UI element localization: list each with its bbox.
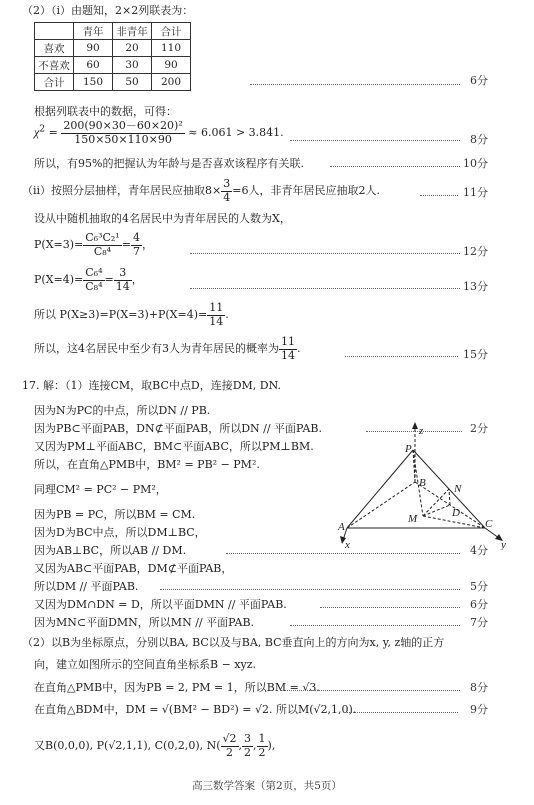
final-line: 所以，这4名居民中至少有3人为青年居民的概率为 $\frac{11}{14}$ . <box>34 335 301 362</box>
frac-num: 3 <box>114 267 132 281</box>
frac-den: 2 <box>258 745 266 759</box>
pyramid-figure <box>335 420 510 550</box>
p-x4: P(X=4)= $\frac{\text{C₆⁴}}{\text{C₈⁴}}$ = $\frac{3}{14}$ ， <box>34 266 143 293</box>
conclusion-95: 所以，有95%的把握认为年龄与是否喜欢该程序有关联. <box>34 157 304 170</box>
table-cell: 不喜欢 <box>35 57 74 74</box>
label-N: N <box>454 483 462 495</box>
segment-DN <box>449 489 450 505</box>
proof-line-11: 又因为DM∩DN = D，所以平面DMN // 平面PAB. <box>34 598 287 611</box>
frac-num: 4 <box>132 231 140 244</box>
part2-coords: 又B(0,0,0), P(√2,1,1), C(0,2,0), N( $\frac{√2}{2}$ , $\frac{3}{2}$ , $\frac{1}{2}$ ), <box>34 732 276 759</box>
eq-sign: = <box>104 273 114 287</box>
coords-close: ), <box>267 739 276 753</box>
frac-num: C₆⁴ <box>85 266 103 279</box>
table-row <box>35 57 191 74</box>
frac-den: 2 <box>226 745 234 759</box>
score-9: 9分 <box>470 703 488 716</box>
chi-denominator: 150×50×110×90 <box>74 132 172 146</box>
proof-line-5: 同理CM² = PC² − PM²， <box>34 483 167 496</box>
part2-bm: 在直角△PMB中，因为PB = 2, PM = 1，所以BM = √3. <box>34 681 320 694</box>
chi-result: ≈ 6.061 > 3.841. <box>188 126 284 140</box>
part2-i-heading: （2）（ⅰ）由题知，2×2列联表为： <box>22 4 194 17</box>
proof-line-12: 因为MN⊂平面DMN，所以MN // 平面PAB. <box>34 616 255 629</box>
score-5: 5分 <box>470 580 488 593</box>
segment-MD <box>423 505 450 516</box>
table-header-cell: 非青年 <box>113 23 152 40</box>
score-4: 4分 <box>470 544 488 557</box>
final-text: 所以，这4名居民中至少有3人为青年居民的概率为 <box>34 342 279 356</box>
frac-num: 1 <box>258 732 266 745</box>
score-12: 12分 <box>463 245 488 258</box>
frac-num: √2 <box>222 732 237 745</box>
q17-intro: 17. 解：（1）连接CM，取BC中点D，连接DM, DN. <box>22 379 282 392</box>
frac-den: 14 <box>209 314 224 328</box>
edge-PA <box>347 450 413 528</box>
frac-num: C₆³C₂¹ <box>85 231 120 244</box>
proof-line-6: 因为PB = PC，所以BM = CM. <box>34 508 196 521</box>
table-cell: 200 <box>152 74 191 91</box>
label-z: z <box>419 425 424 437</box>
table-header-cell: 青年 <box>74 23 113 40</box>
part2-setup-b: 向，建立如图所示的空间直角坐标系B − xyz. <box>34 658 257 671</box>
let-x: 设从中随机抽取的4名居民中为青年居民的人数为X， <box>34 212 291 225</box>
label-A: A <box>338 521 345 533</box>
part2-ii-line <box>22 178 380 204</box>
label-C: C <box>485 518 493 530</box>
part2-dm: 在直角△BDM中，DM = √(BM² − BD²) = √2. 所以M(√2,1,0). <box>34 703 357 716</box>
score-13: 13分 <box>463 280 488 293</box>
proof-line-10: 所以DM // 平面PAB. <box>34 580 139 593</box>
table-cell: 30 <box>113 57 152 74</box>
frac-num: 3 <box>244 732 252 745</box>
segment-MN <box>423 489 449 516</box>
table-row <box>35 40 191 57</box>
contingency-table <box>34 22 191 91</box>
frac-den: C₈⁴ <box>85 279 103 293</box>
proof-line-7: 因为D为BC中点，所以DM⊥BC， <box>34 526 206 539</box>
frac-den: 14 <box>115 279 130 293</box>
frac-num: 11 <box>281 335 295 348</box>
p-x3: P(X=3)= $\frac{\text{C₆³C₂¹}}{\text{C₈⁴}}$ = $\frac{4}{7}$ ， <box>34 231 153 258</box>
score-11: 11分 <box>463 186 488 199</box>
sum-text: 所以 P(X≥3)=P(X=3)+P(X=4)= <box>34 308 208 322</box>
proof-line-3: 又因为PM⊥平面ABC，BM⊂平面ABC，所以PM⊥BM. <box>34 440 314 453</box>
table-header-cell <box>35 23 74 40</box>
p-x3-lhs: P(X=3)= <box>34 238 84 252</box>
chi-numerator: 200(90×30－60×20)² <box>63 119 183 132</box>
score-2: 2分 <box>470 422 488 435</box>
table-cell: 合计 <box>35 74 74 91</box>
table-cell: 50 <box>113 74 152 91</box>
label-M: M <box>408 513 418 525</box>
p-x4-lhs: P(X=4)= <box>34 273 84 287</box>
table-cell: 60 <box>74 57 113 74</box>
label-B: B <box>419 477 426 489</box>
score-7: 7分 <box>470 616 488 629</box>
sum-line: 所以 P(X≥3)=P(X=3)+P(X=4)= $\frac{11}{14}$ . <box>34 301 229 328</box>
proof-line-2: 因为PB⊂平面PAB，DN⊄平面PAB，所以DN // 平面PAB. <box>34 422 322 435</box>
text-segment: （ⅱ）按照分层抽样，青年居民应抽取8× <box>22 184 222 198</box>
coords-text: 又B(0,0,0), P(√2,1,1), C(0,2,0), N( <box>34 739 221 753</box>
score-8b: 8分 <box>470 681 488 694</box>
proof-line-8: 因为AB⊥BC，所以AB // DM. <box>34 544 187 557</box>
label-y: y <box>501 539 506 550</box>
score-10: 10分 <box>463 157 488 170</box>
table-cell: 150 <box>74 74 113 91</box>
frac-num: 11 <box>209 301 224 314</box>
frac-den: 4 <box>223 190 231 204</box>
text-segment: =6人，非青年居民应抽取2人. <box>232 184 380 198</box>
eq-sign: = <box>121 238 131 252</box>
frac-num: 3 <box>223 177 231 190</box>
table-cell: 喜欢 <box>35 40 74 57</box>
table-cell: 90 <box>152 57 191 74</box>
part2-setup-a: （2）以B为坐标原点，分别以BA, BC以及与BA, BC垂直向上的方向为x, y, z轴的正方 <box>22 636 445 649</box>
edge-AB <box>347 482 415 528</box>
proof-line-4: 所以，在直角△PMB中，BM² = PB² − PM². <box>34 458 260 471</box>
label-x: x <box>345 539 350 550</box>
page-footer: 高三数学答案（第2页，共5页） <box>192 780 342 792</box>
table-row <box>35 74 191 91</box>
proof-line-1: 因为N为PC的中点，所以DN // PB. <box>34 404 211 417</box>
z-arrow <box>412 422 418 429</box>
score-15: 15分 <box>463 348 488 361</box>
table-header-cell: 合计 <box>152 23 191 40</box>
label-P: P <box>405 443 412 455</box>
table-cell: 90 <box>74 40 113 57</box>
table-cell: 20 <box>113 40 152 57</box>
frac-den: 7 <box>132 244 140 258</box>
frac-den: 2 <box>244 745 252 759</box>
frac-den: C₈⁴ <box>93 244 112 258</box>
score-8a: 8分 <box>470 133 488 146</box>
label-D: D <box>452 507 460 519</box>
table-cell: 110 <box>152 40 191 57</box>
frac-den: 14 <box>281 348 295 362</box>
chi-square-formula: $\chi^2$ = $\frac{\text{200(90×30－60×20)²}}{150\times 50\times 110\times 90}$ ≈ 6.061 > 3.841. <box>34 119 284 146</box>
score-6: 6分 <box>470 74 488 87</box>
calc-intro: 根据列联表中的数据，可得： <box>34 105 177 118</box>
proof-line-9: 又因为AB⊂平面PAB，DM⊄平面PAB， <box>34 562 233 575</box>
score-6b: 6分 <box>470 598 488 611</box>
